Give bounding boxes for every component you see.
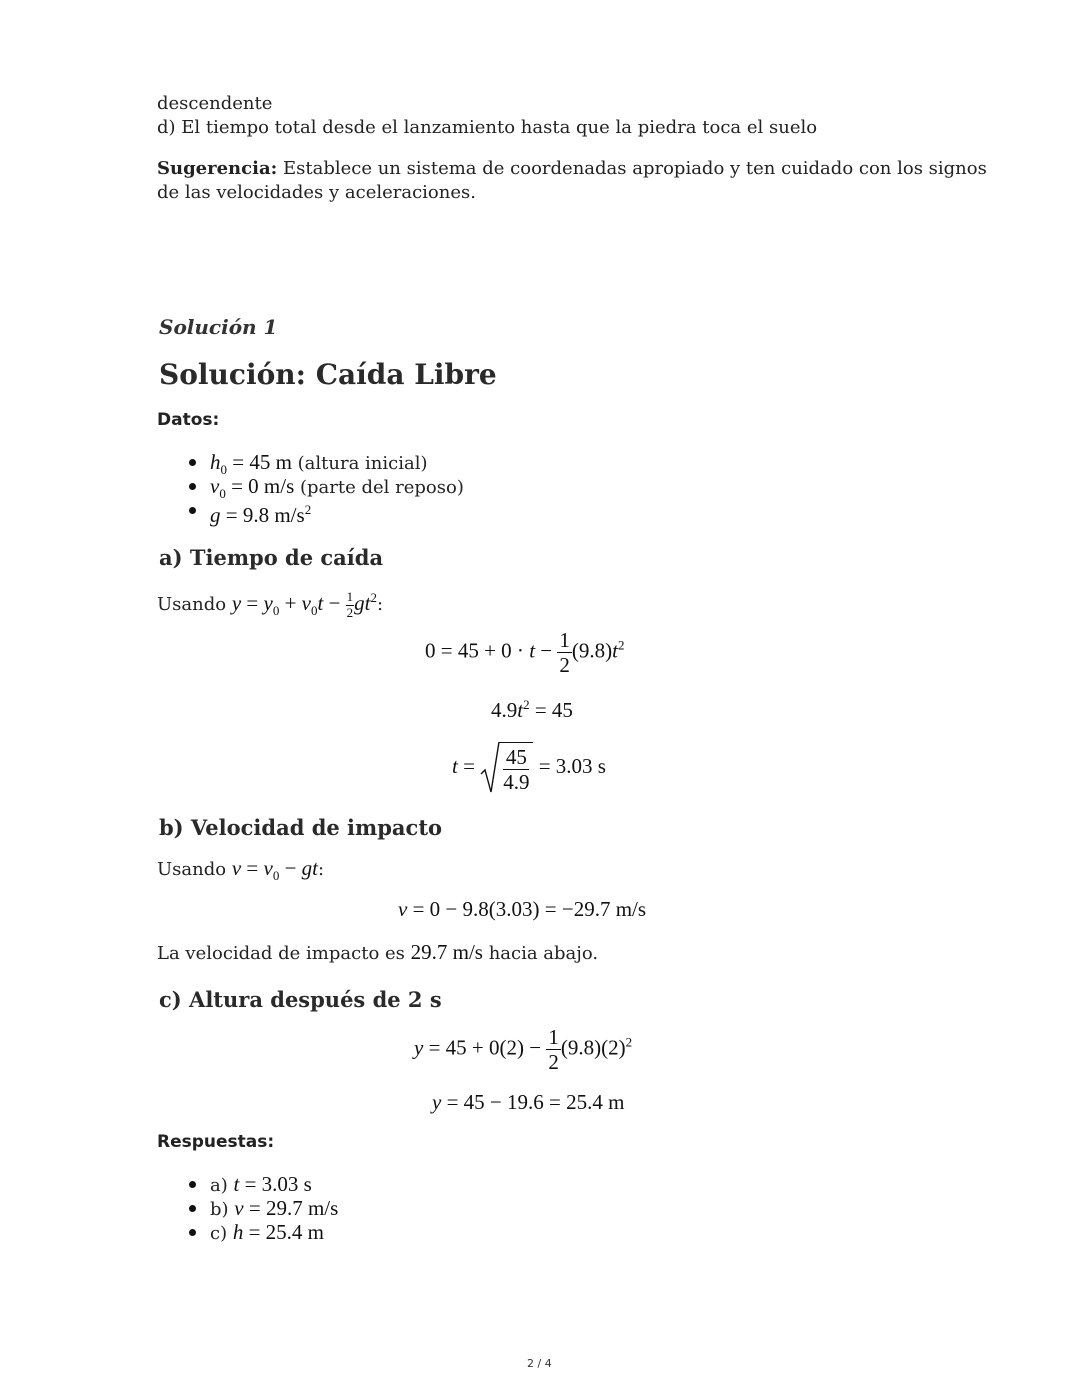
part-a-heading: a) Tiempo de caída [159,545,384,570]
eq-a-1: 0 = 45 + 0 · t − $\frac{1}{2}$ $(9.8)t^2$ [425,628,625,678]
hint-label: Sugerencia: [157,158,278,179]
part-b-heading: b) Velocidad de impacto [159,815,443,840]
datos-label: Datos: [157,410,220,430]
problem-continuation-line: descendente [157,93,273,114]
part-a-using: Usando $y = y_0 + v_0t$ − $\frac{1}{2}$ $gt^2$: [157,588,384,620]
respuesta-b: b) v = 29.7 m/s [186,1196,338,1220]
eq-a-2: $4.9t^2 = 45$ [491,697,573,722]
respuesta-c: c) h = 25.4 m [186,1220,338,1244]
datos-item-g: g = 9.8 $m/s^2$ [186,498,464,522]
hint-line-1 [157,157,987,181]
part-b-conclusion: La velocidad de impacto es 29.7 m/s hacia abajo. [157,940,599,964]
part-c-heading: c) Altura después de 2 s [159,987,442,1012]
eq-c-2: y = 45 − 19.6 = 25.4 m [432,1090,625,1114]
datos-item-v0: $v_0 = 0$ m/s (parte del reposo) [186,474,464,498]
eq-a-3: t = $\frac{45}{4.9}$ = 3.03 s [452,740,606,796]
hint-line-2: de las velocidades y aceleraciones. [157,182,476,203]
problem-item-d: d) El tiempo total desde el lanzamiento hasta que la piedra toca el suelo [157,117,818,138]
respuesta-a: a) t = 3.03 s [186,1172,338,1196]
respuestas-label: Respuestas: [157,1132,275,1152]
datos-list [186,450,464,527]
eq-b-1: v = 0 − 9.8(3.03) = −29.7 m/s [398,897,647,921]
hint-text-1: Establece un sistema de coordenadas apropiado y ten cuidado con los signos [277,158,987,179]
radical-sign-icon [480,740,500,796]
square-root: $\frac{45}{4.9}$ [480,740,533,796]
velocity-formula: $v = v_0$ − gt [231,856,318,884]
respuestas-list [186,1172,338,1244]
datos-item-h0: $h_0 = 45$ m (altura inicial) [186,450,464,474]
solution-title: Solución: Caída Libre [159,358,497,391]
eq-c-1: y = 45 + 0(2) − $\frac{1}{2}$ $(9.8)(2)^2$ [414,1025,633,1075]
part-b-using: Usando $v = v_0$ − gt: [157,856,325,884]
page-number: 2 / 4 [527,1357,552,1370]
solution-label: Solución 1 [159,315,278,339]
position-formula: $y = y_0 + v_0t$ − $\frac{1}{2}$ $gt^2$ [231,588,378,620]
